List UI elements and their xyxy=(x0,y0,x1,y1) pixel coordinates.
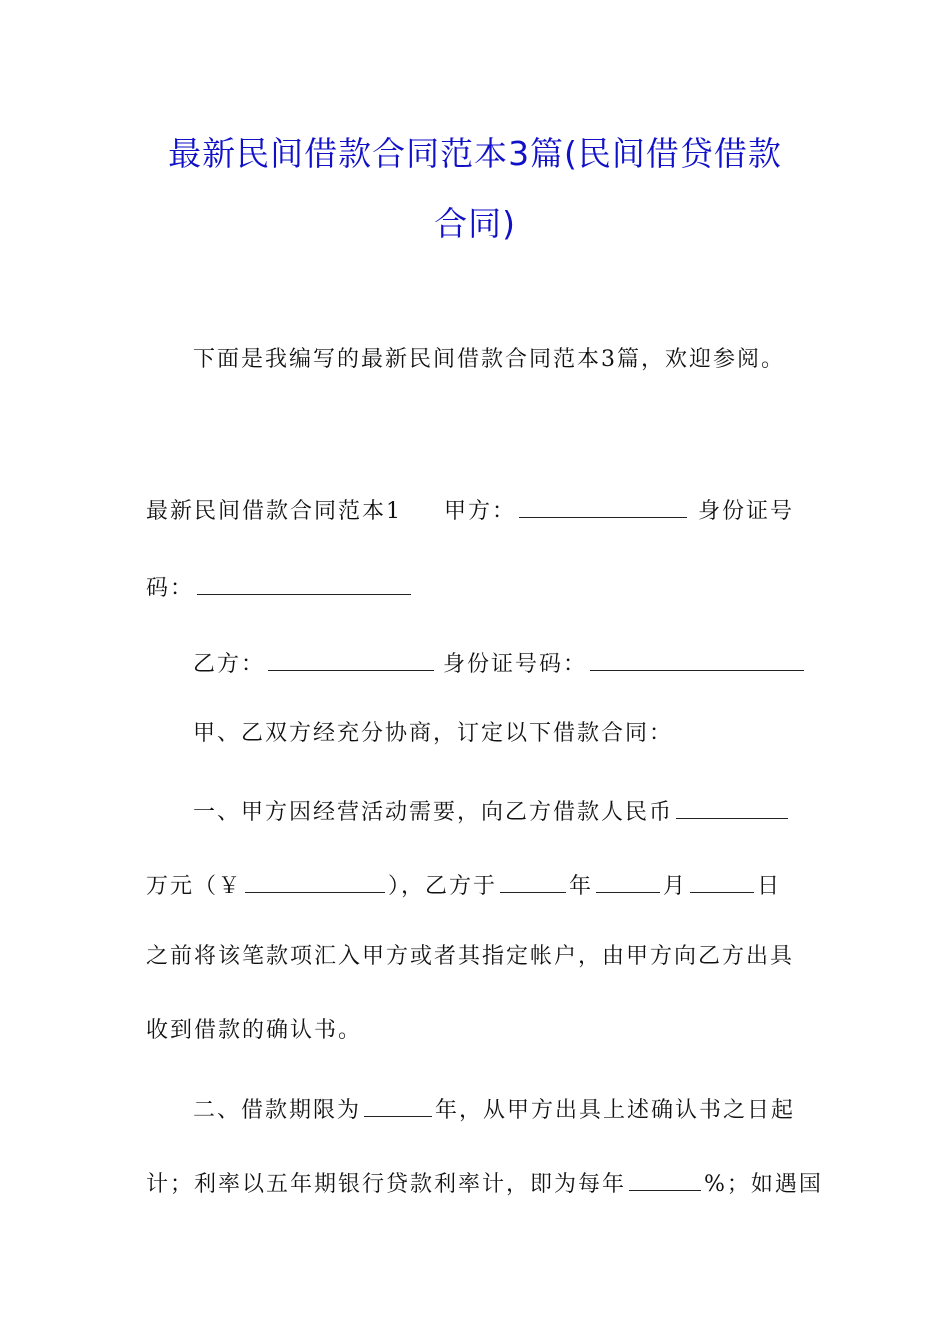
clause1-line1 xyxy=(193,798,791,824)
party-a-id-blank xyxy=(197,574,411,595)
clause1-amount-label: 万元（￥ xyxy=(146,874,243,899)
party-a-line xyxy=(146,497,794,523)
clause1-line4: 收到借款的确认书。 xyxy=(146,1018,363,1043)
clause2-term-label: 二、借款期限为 xyxy=(193,1098,362,1123)
clause1-transfer-label: ），乙方于 xyxy=(388,874,498,899)
clause2-rate-text: 计；利率以五年期银行贷款利率计，即为每年 xyxy=(146,1172,627,1197)
agreement-line: 甲、乙双方经充分协商，订定以下借款合同： xyxy=(193,721,674,746)
term-years-blank xyxy=(364,1096,432,1117)
day-label: 日 xyxy=(757,874,782,899)
party-a-id-label: 身份证号 xyxy=(698,499,795,524)
year-blank xyxy=(500,872,566,893)
year-label: 年 xyxy=(569,874,594,899)
clause2-line1 xyxy=(193,1096,795,1122)
clause2-rate-unit: %；如遇国 xyxy=(704,1172,823,1197)
clause1-line3: 之前将该笔款项汇入甲方或者其指定帐户，由甲方向乙方出具 xyxy=(146,944,795,969)
document-title-line2: 合同) xyxy=(434,204,516,243)
month-label: 月 xyxy=(663,874,688,899)
interest-rate-blank xyxy=(629,1170,701,1191)
party-a-id-line xyxy=(146,574,414,600)
party-b-line xyxy=(193,650,807,676)
party-a-label: 甲方： xyxy=(444,499,517,524)
party-a-blank xyxy=(519,497,687,518)
month-blank xyxy=(596,872,660,893)
day-blank xyxy=(690,872,754,893)
clause1-line2 xyxy=(146,872,781,898)
contract-heading: 最新民间借款合同范本1 xyxy=(146,499,402,524)
clause2-term-text: 年，从甲方出具上述确认书之日起 xyxy=(435,1098,796,1123)
amount-figure-blank xyxy=(245,872,385,893)
party-b-id-label: 身份证号码： xyxy=(443,652,588,677)
clause2-line2 xyxy=(146,1170,823,1196)
intro-paragraph: 下面是我编写的最新民间借款合同范本3篇，欢迎参阅。 xyxy=(193,347,785,372)
document-title-line1: 最新民间借款合同范本3篇(民间借贷借款 xyxy=(168,134,782,173)
party-a-id-label-cont: 码： xyxy=(146,576,195,601)
clause1-text: 一、甲方因经营活动需要，向乙方借款人民币 xyxy=(193,800,674,825)
party-b-blank xyxy=(268,650,434,671)
party-b-label: 乙方： xyxy=(193,652,266,677)
loan-amount-blank xyxy=(676,798,788,819)
party-b-id-blank xyxy=(590,650,804,671)
